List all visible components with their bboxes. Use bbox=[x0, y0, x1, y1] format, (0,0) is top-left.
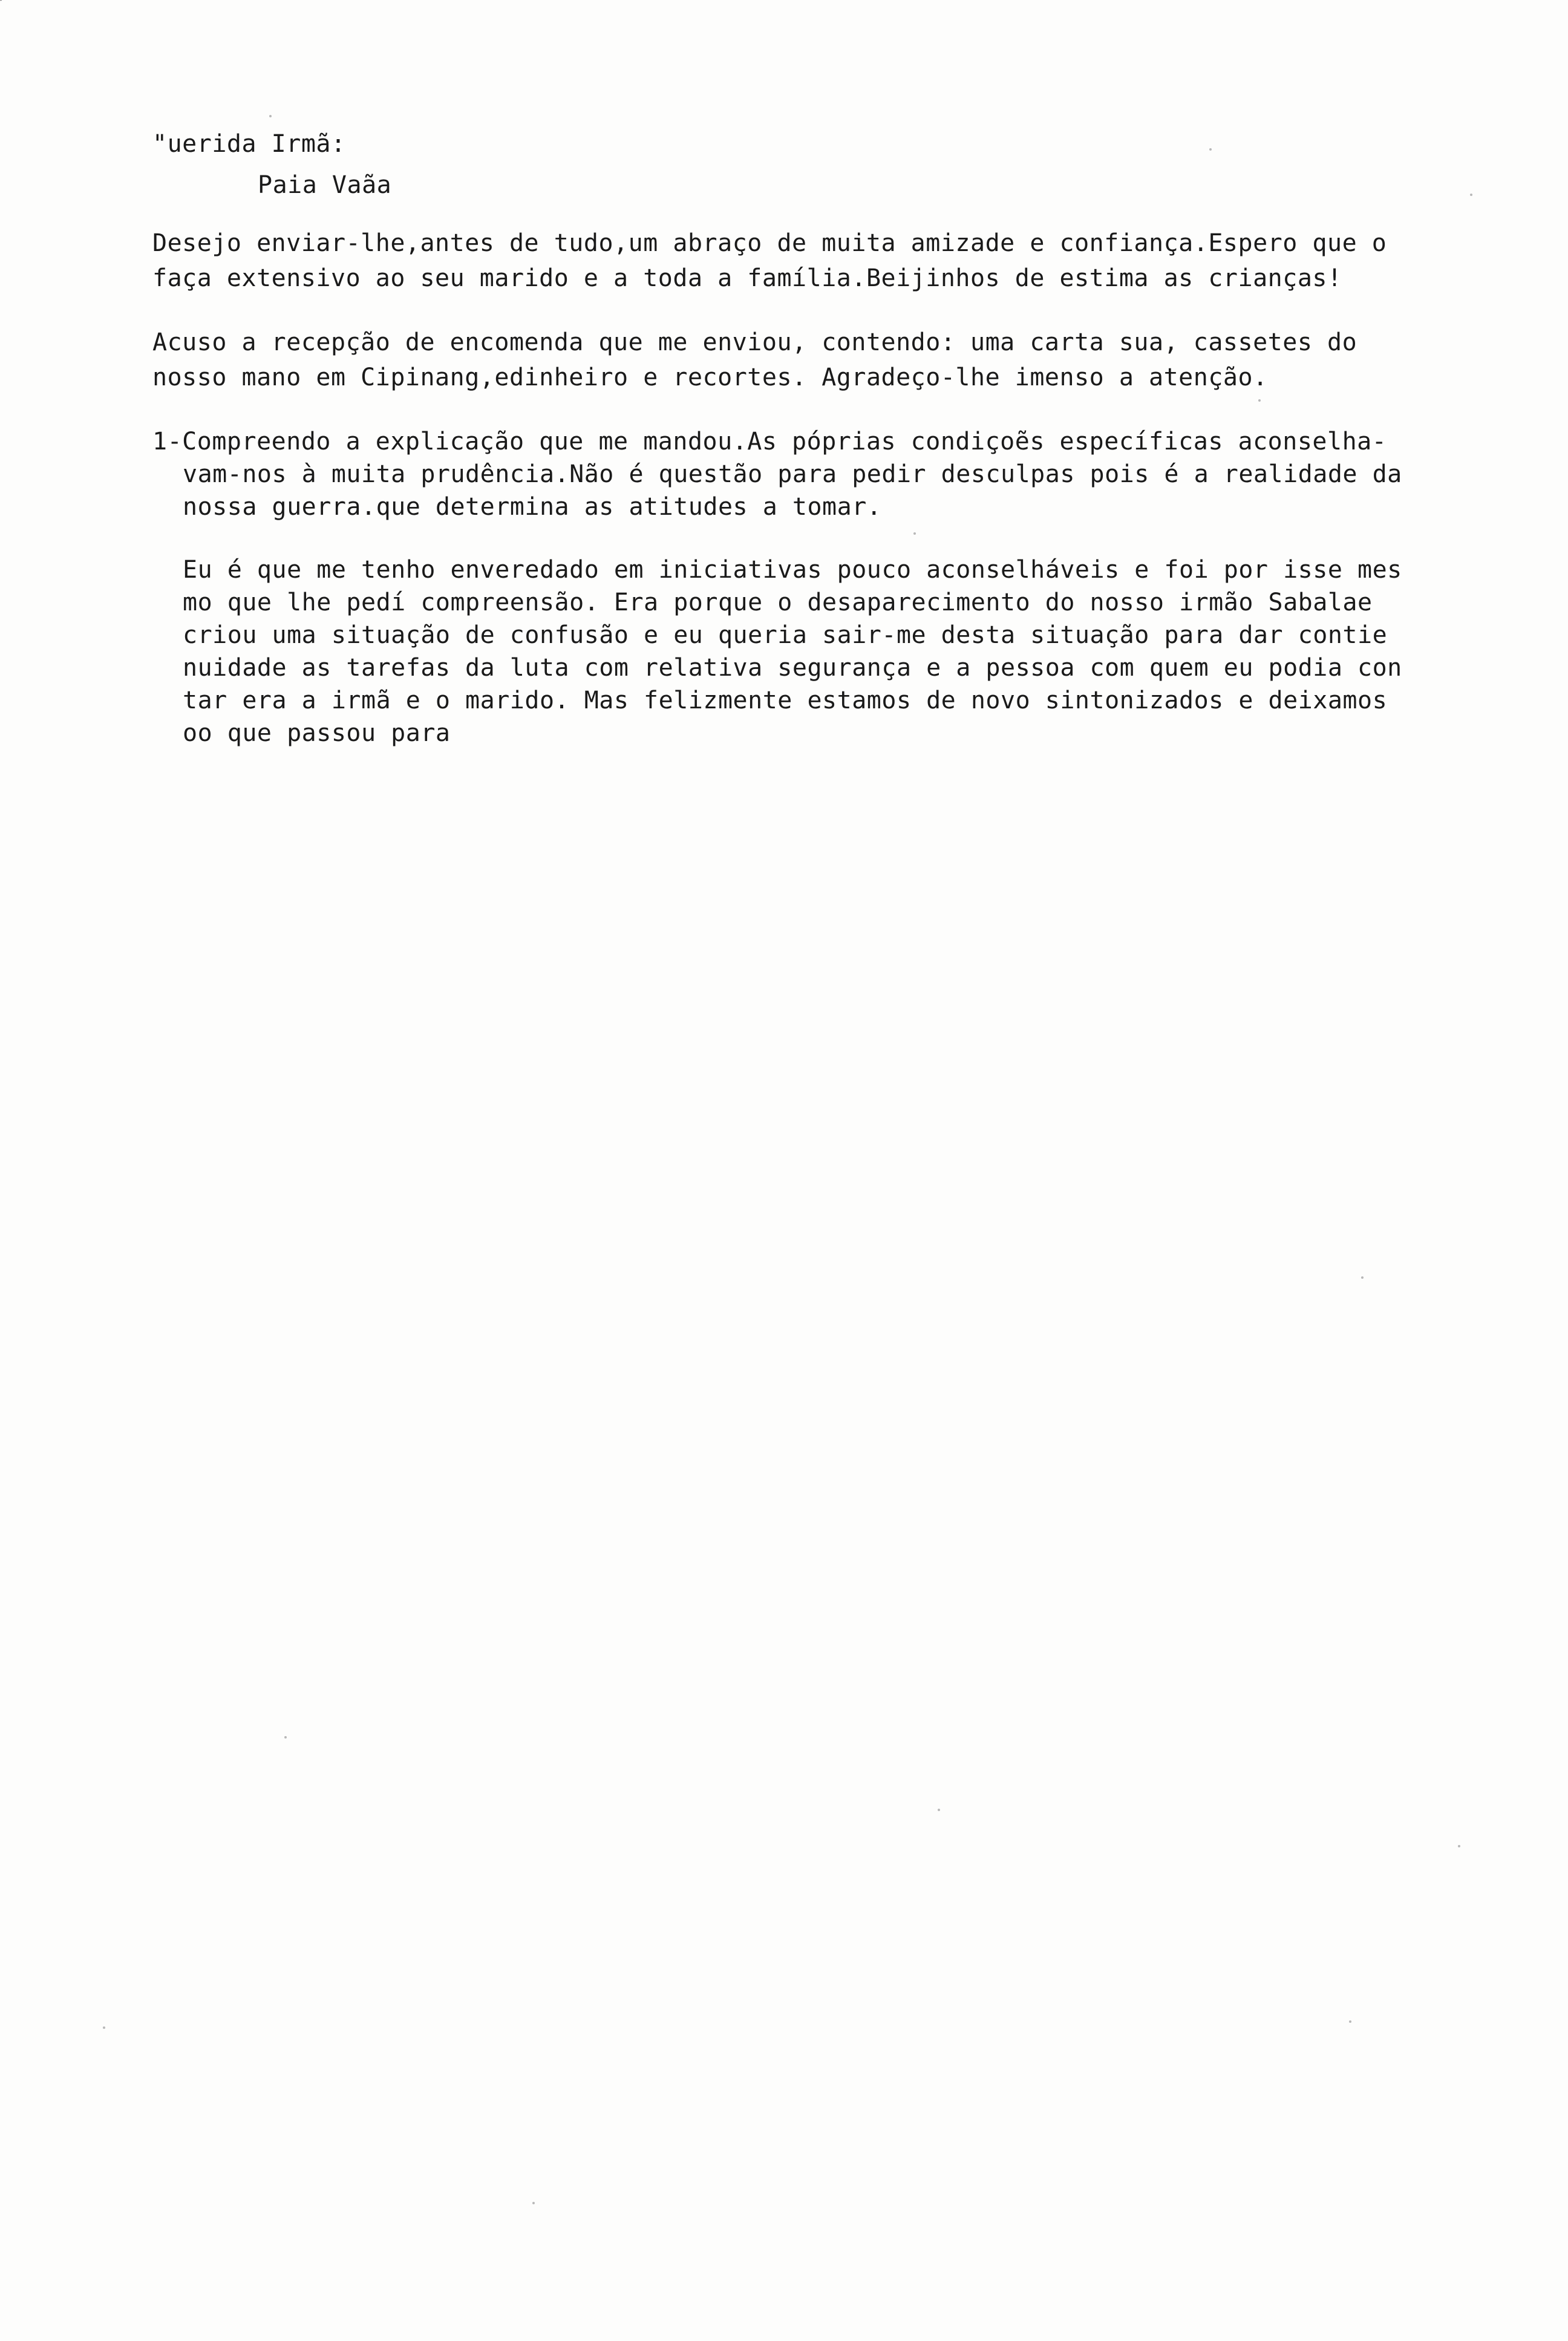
paper-speck bbox=[1458, 1845, 1460, 1847]
point-1-line-3: nossa guerra.que determina as atitudes a tomar. bbox=[183, 493, 882, 521]
continuation-line-4: nuidade as tarefas da luta com relativa segurança e a pessoa com quem eu podia con bbox=[183, 654, 1402, 682]
paper-speck bbox=[1209, 148, 1212, 151]
point-1-line-1: 1-Compreendo a explicação que me mandou.As póprias condiçoẽs específicas aconselha- bbox=[152, 428, 1387, 455]
paper-speck bbox=[938, 1809, 940, 1811]
corner-pen-mark bbox=[0, 0, 16, 1]
addressee: Paia Vaãa bbox=[258, 171, 392, 199]
paper-speck bbox=[1470, 194, 1472, 196]
paragraph-2-line-1: Acuso a recepção de encomenda que me enviou, contendo: uma carta sua, cassetes do bbox=[152, 328, 1357, 356]
continuation-line-2: mo que lhe pedí compreensão. Era porque o desaparecimento do nosso irmão Sabalae bbox=[183, 589, 1373, 616]
paper-speck bbox=[1361, 1276, 1364, 1279]
salutation: "uerida Irmã: bbox=[152, 130, 346, 158]
paragraph-1-line-2: faça extensivo ao seu marido e a toda a família.Beijinhos de estima as crianças! bbox=[152, 264, 1342, 292]
paper-speck bbox=[1349, 2020, 1351, 2023]
point-1-line-2: vam-nos à muita prudência.Não é questão para pedir desculpas pois é a realidade da bbox=[183, 460, 1402, 488]
paragraph-1-line-1: Desejo enviar-lhe,antes de tudo,um abraço de muita amizade e confiança.Espero que o bbox=[152, 229, 1387, 257]
paper-speck bbox=[269, 115, 272, 117]
paper-speck bbox=[284, 1736, 287, 1739]
paper-speck bbox=[1258, 399, 1261, 402]
paper-speck bbox=[532, 2202, 535, 2204]
paragraph-2-line-2: nosso mano em Cipinang,edinheiro e recortes. Agradeço-lhe imenso a atenção. bbox=[152, 364, 1268, 391]
paper-speck bbox=[103, 2026, 105, 2029]
continuation-line-5: tar era a irmã e o marido. Mas felizmente estamos de novo sintonizados e deixamos bbox=[183, 687, 1388, 714]
continuation-line-1: Eu é que me tenho enveredado em iniciativas pouco aconselháveis e foi por isse mes bbox=[183, 556, 1402, 584]
paper-speck bbox=[913, 532, 916, 535]
continuation-line-3: criou uma situação de confusão e eu queria sair-me desta situação para dar contie bbox=[183, 621, 1388, 649]
continuation-line-6: oo que passou para bbox=[183, 719, 451, 747]
